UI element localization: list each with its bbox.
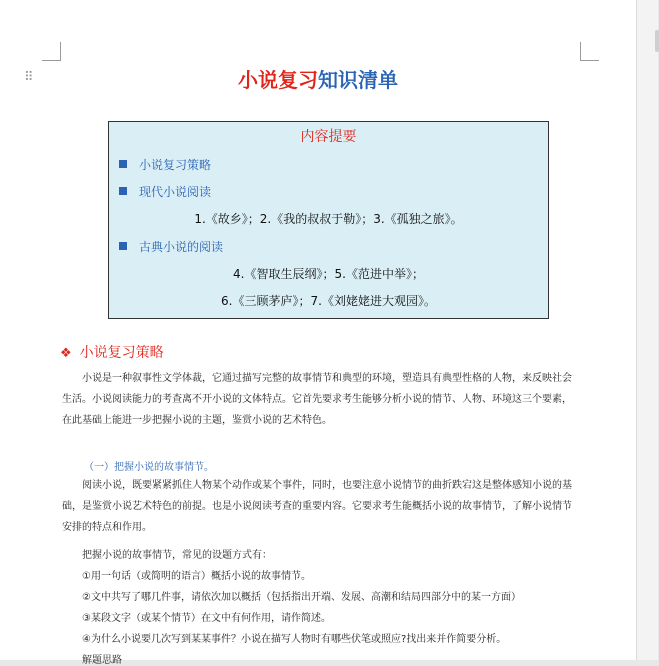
classic-works-line-2: 6.《三顾茅庐》；7.《刘姥姥进大观园》。 — [221, 294, 436, 308]
plot-subheading: （一）把握小说的故事情节。 — [84, 462, 214, 473]
title-red-part: 小说复习 — [238, 68, 318, 92]
method-item: ②文中共写了哪几件事，请依次加以概括（包括指出开端、发展、高潮和结局四部分中的某一方面） — [82, 592, 521, 603]
square-bullet-icon — [119, 160, 127, 168]
summary-box — [108, 121, 549, 319]
summary-item-classic: 古典小说的阅读 — [119, 238, 223, 255]
summary-item-modern: 现代小说阅读 — [119, 183, 211, 200]
cut-off-heading: 解题思路 — [82, 655, 122, 666]
method-item: ③某段文字（或某个情节）在文中有何作用，请作简述。 — [82, 613, 331, 624]
square-bullet-icon — [119, 242, 127, 250]
right-gutter — [636, 0, 658, 660]
plot-paragraph: 阅读小说，既要紧紧抓住人物某个动作或某个事件，同时，也要注意小说情节的曲折跌宕这是整体感知小说的基础，是鉴赏小说艺术特色的前提。也是小说阅读考查的重要内容。它要求考生能概括小说的故事情节，了解小说情节安排的特点和作用。 — [62, 480, 572, 533]
method-item: ①用一句话（或简明的语言）概括小说的故事情节。 — [82, 571, 311, 582]
summary-item-strategy: 小说复习策略 — [119, 156, 211, 173]
square-bullet-icon — [119, 187, 127, 195]
scrollbar-thumb[interactable] — [655, 30, 659, 52]
diamond-bullet-icon: ❖ — [60, 346, 72, 361]
title-blue-part: 知识清单 — [318, 68, 398, 92]
method-item: ④为什么小说要几次写到某某事件？小说在描写人物时有哪些伏笔或照应?找出来并作简要分析。 — [82, 634, 507, 645]
section-heading: ❖ 小说复习策略 — [60, 345, 164, 361]
intro-paragraph: 小说是一种叙事性文学体裁，它通过描写完整的故事情节和典型的环境，塑造具有典型性格的人物，来反映社会生活。小说阅读能力的考查离不开小说的文体特点。它首先要求考生能够分析小说的情节、人物、环境这三个要素，在此基础上能进一步把握小说的主题，鉴赏小说的艺术特色。 — [62, 373, 572, 426]
modern-works-line: 1.《故乡》；2.《我的叔叔于勒》；3.《孤独之旅》。 — [194, 212, 463, 226]
methods-intro: 把握小说的故事情节，常见的设题方式有： — [82, 550, 272, 561]
summary-heading: 内容提要 — [300, 129, 357, 145]
margin-corner-top-left — [42, 42, 61, 61]
document-title — [0, 64, 636, 93]
classic-works-line-1: 4.《智取生辰纲》；5.《范进中举》； — [233, 267, 424, 281]
drag-handle-icon[interactable]: ⠿ — [24, 70, 33, 85]
margin-corner-top-right — [580, 42, 599, 61]
